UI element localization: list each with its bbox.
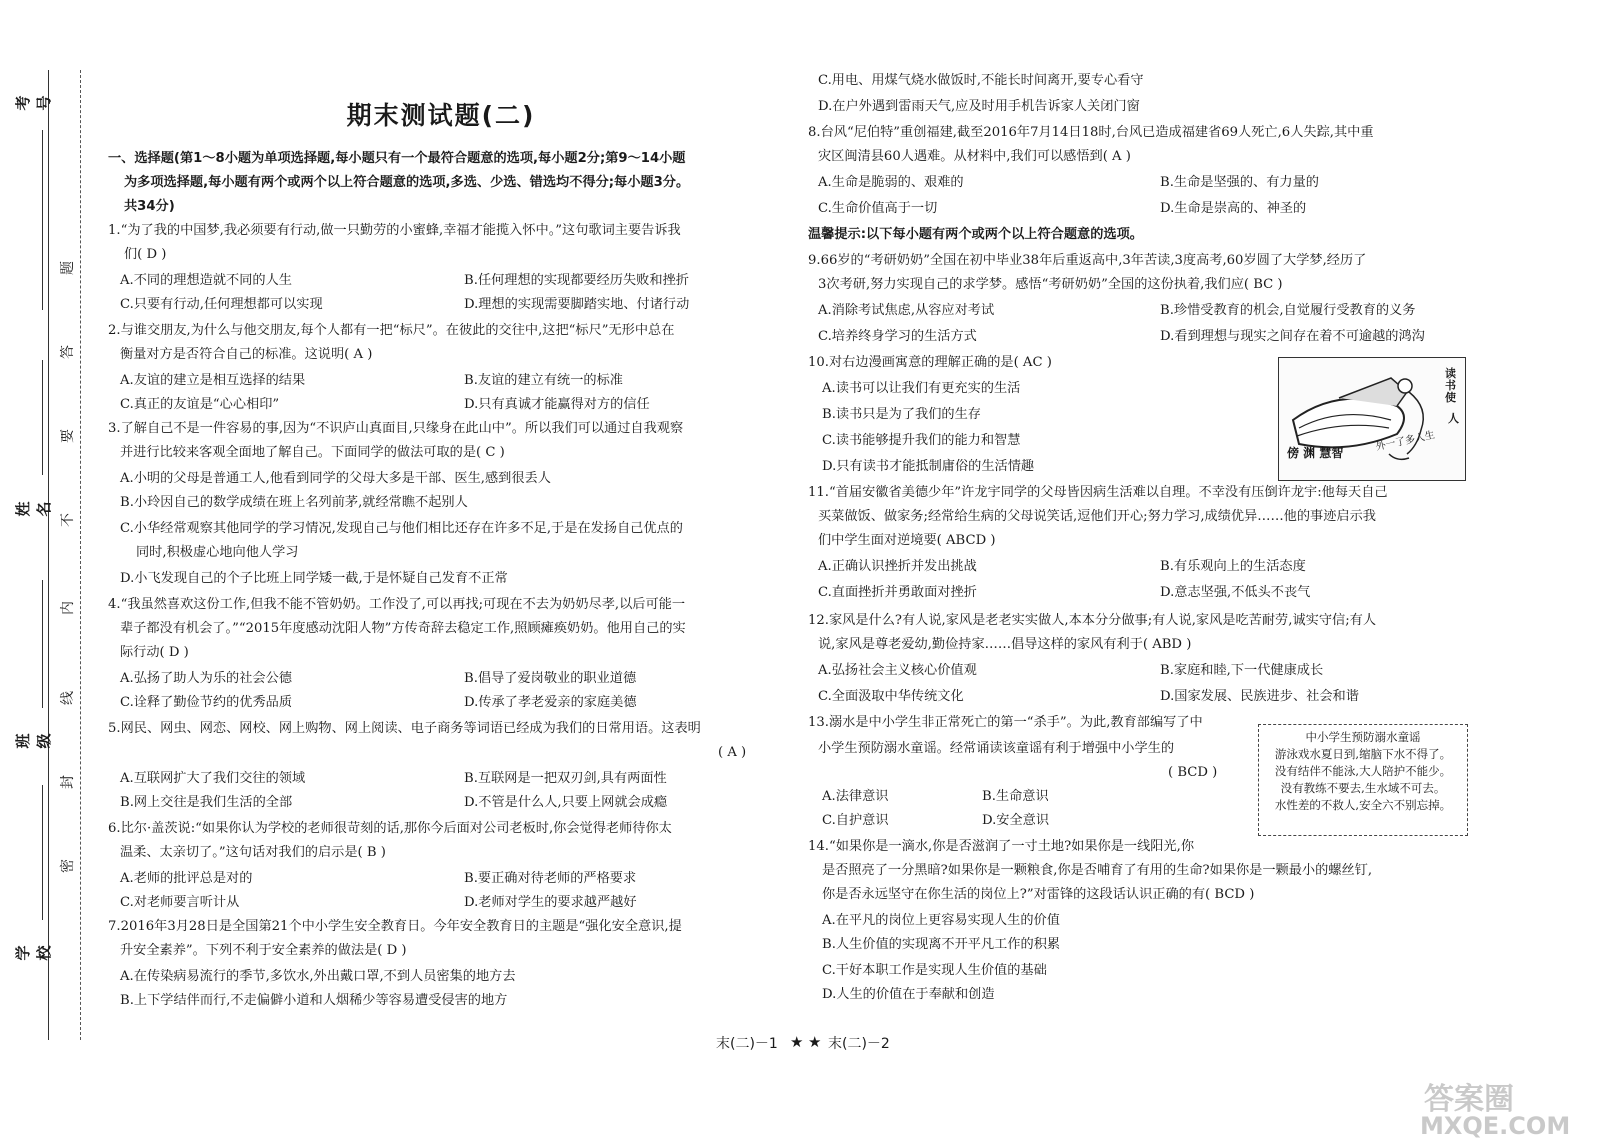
poem-line: 水性差的不救人,安全六不别忘掉。 [1274,798,1452,812]
binding-dashed-line [80,70,81,1040]
question-14: 是否照亮了一分黑暗?如果你是一颗粮食,你是否哺育了有用的生命?如果你是一颗最小的螺丝钉, [822,863,1373,878]
option: D.意志坚强,不低头不丧气 [1160,585,1311,600]
question-1: 1.“为了我的中国梦,我必须要有行动,做一只勤劳的小蜜蜂,幸福才能揽入怀中。”这句歌词主要告诉我 [108,223,681,238]
option: B.人生价值的实现离不开平凡工作的积累 [822,937,1061,952]
question-12: 12.家风是什么?有人说,家风是老老实实做人,本本分分做事;有人说,家风是吃苦耐劳,诚实守信;有人 [808,613,1377,628]
question-13: 小学生预防溺水童谣。经常诵读该童谣有利于增强中小学生的 [818,741,1175,756]
question-7: 升安全素养”。下列不利于安全素养的做法是( D ) [120,943,407,958]
option: D.只有真诚才能赢得对方的信任 [464,397,650,412]
name-field [42,360,43,475]
option: C.对老师要言听计从 [120,895,240,910]
option: C.自护意识 [822,813,889,828]
question-2: 衡量对方是否符合自己的标准。这说明( A ) [120,347,373,362]
question-11: 们中学生面对逆境要( ABCD ) [818,533,996,548]
watermark-url: MXQE.COM [1420,1112,1571,1140]
option: D.理想的实现需要脚踏实地、付诸行动 [464,297,690,312]
option: B.任何理想的实现都要经历失败和挫折 [464,273,689,288]
poem-title: 中小学生预防溺水童谣 [1305,730,1421,744]
page-title: 期末测试题(二) [346,101,536,130]
option: A.小明的父母是普通工人,他看到同学的父母大多是干部、医生,感到很丢人 [120,471,551,486]
option: D.看到理想与现实之间存在着不可逾越的鸿沟 [1160,329,1425,344]
option: C.生命价值高于一切 [818,201,938,216]
label-class: 班级 [14,733,53,749]
cartoon-caption: 外一了多人生 [1374,429,1436,454]
seal-char: 密 [60,859,76,873]
question-6: 6.比尔·盖茨说:“如果你认为学校的老师很苛刻的话,那你今后面对公司老板时,你会觉得老师待你太 [108,821,672,836]
question-13: ( BCD ) [1168,765,1218,780]
exam-number-field [42,130,43,310]
option: A.正确认识挫折并发出挑战 [818,559,977,574]
option: A.互联网扩大了我们交往的领域 [120,771,306,786]
option: D.不管是什么人,只要上网就会成瘾 [464,795,668,810]
label-school: 学校 [14,945,53,961]
question-4: 际行动( D ) [120,645,189,660]
option: A.弘扬社会主义核心价值观 [818,663,977,678]
page-number-right: 末(二)－2 [828,1036,890,1052]
option: C.培养终身学习的生活方式 [818,329,977,344]
question-7: 7.2016年3月28日是全国第21个中小学生安全教育日。今年安全教育日的主题是“强化安全意识,提 [108,919,682,934]
question-8: 8.台风“尼伯特”重创福建,截至2016年7月14日18时,台风已造成福建省69人死亡,6人失踪,其中重 [808,125,1374,140]
option: B.倡导了爱岗敬业的职业道德 [464,671,637,686]
question-6: 温柔、太亲切了。”这句话对我们的启示是( B ) [120,845,386,860]
question-8: 灾区闽清县60人遇难。从材料中,我们可以感悟到( A ) [818,149,1131,164]
option: A.友谊的建立是相互选择的结果 [120,373,306,388]
star-icon: ★ [808,1033,822,1051]
section-header: 一、选择题(第1～8小题为单项选择题,每小题只有一个最符合题意的选项,每小题2分;第9～14小题 [108,151,686,166]
option: C.干好本职工作是实现人生价值的基础 [822,963,1047,978]
cartoon-caption: 人 [1448,412,1459,425]
option: B.上下学结伴而行,不走偏僻小道和人烟稀少等容易遭受侵害的地方 [120,993,508,1008]
question-4: 辈子都没有机会了。”“2015年度感动沈阳人物”方传奇辞去稳定工作,照顾瘫痪奶奶。他用自己的实 [120,621,686,636]
question-11: 买菜做饭、做家务;经常给生病的父母说笑话,逗他们开心;努力学习,成绩优异……他的事迹启示我 [818,509,1376,524]
option: A.在平凡的岗位上更容易实现人生的价值 [822,913,1060,928]
seal-char: 答 [60,345,76,359]
book-figure-icon [1279,358,1465,480]
option: A.不同的理想造就不同的人生 [120,273,292,288]
question-5: 5.网民、网虫、网恋、网校、网上购物、网上阅读、电子商务等词语已经成为我们的日常用语。这表明 [108,721,701,736]
option: D.只有读书才能抵制庸俗的生活情趣 [822,459,1035,474]
option: D.老师对学生的要求越严越好 [464,895,637,910]
poem-line: 没有结伴不能泳,大人陪护不能少。 [1274,764,1452,778]
option: A.消除考试焦虑,从容应对考试 [818,303,995,318]
question-10: 10.对右边漫画寓意的理解正确的是( AC ) [808,355,1052,370]
seal-char: 不 [60,513,76,527]
option: A.法律意识 [822,789,889,804]
seal-char: 封 [60,775,76,789]
poem-box [1258,724,1468,836]
question-3: 并进行比较来客观全面地了解自己。下面同学的做法可取的是( C ) [120,445,505,460]
question-9: 3次考研,努力实现自己的求学梦。感悟“考研奶奶”全国的这份执着,我们应( BC ) [818,277,1283,292]
option: D.人生的价值在于奉献和创造 [822,987,995,1002]
option: A.生命是脆弱的、艰难的 [818,175,964,190]
option: D.传承了孝老爱亲的家庭美德 [464,695,637,710]
option: A.读书可以让我们有更充实的生活 [822,381,1021,396]
option: B.友谊的建立有统一的标准 [464,373,623,388]
class-field [42,580,43,708]
option: A.在传染病易流行的季节,多饮水,外出戴口罩,不到人员密集的地方去 [120,969,516,984]
option: C.真正的友谊是“心心相印” [120,397,280,412]
option: C.诠释了勤俭节约的优秀品质 [120,695,293,710]
option: B.网上交往是我们生活的全部 [120,795,293,810]
section-header: 共34分) [124,199,175,214]
poem-line: 没有教练不要去,生水域不可去。 [1280,781,1446,795]
option: C.只要有行动,任何理想都可以实现 [120,297,323,312]
cartoon-image [1278,357,1466,481]
question-4: 4.“我虽然喜欢这份工作,但我不能不管奶奶。工作没了,可以再找;可现在不去为奶奶尽孝,以后可能一 [108,597,686,612]
option: D.国家发展、民族进步、社会和谐 [1160,689,1359,704]
option: B.有乐观向上的生活态度 [1160,559,1306,574]
option: D.在户外遇到雷雨天气,应及时用手机告诉家人关闭门窗 [818,99,1140,114]
question-1: 们( D ) [124,247,167,262]
binding-solid-line [48,70,49,1040]
question-9: 9.66岁的“考研奶奶”全国在初中毕业38年后重返高中,3年苦读,3度高考,60岁圆了大学梦,经历了 [808,253,1367,268]
option: D.安全意识 [982,813,1050,828]
option: B.要正确对待老师的严格要求 [464,871,637,886]
option: A.弘扬了助人为乐的社会公德 [120,671,292,686]
question-2: 2.与谁交朋友,为什么与他交朋友,每个人都有一把“标尺”。在彼此的交往中,这把“标尺”无形中总在 [108,323,675,338]
seal-char: 内 [60,601,76,615]
star-icon: ★ [790,1033,804,1051]
question-14: 你是否永远坚守在你生活的岗位上?”对雷锋的这段话认识正确的有( BCD ) [822,887,1255,902]
option: C.小华经常观察其他同学的学习情况,发现自己与他们相比还存在许多不足,于是在发扬自己优点的 [120,521,683,536]
option: B.互联网是一把双刃剑,具有两面性 [464,771,667,786]
option: B.珍惜受教育的机会,自觉履行受教育的义务 [1160,303,1416,318]
school-field [42,785,43,920]
page-number-left: 末(二)－1 [716,1036,778,1052]
cartoon-caption: 傍 渊 慧智 [1287,446,1344,460]
option: B.生命意识 [982,789,1049,804]
label-exam-number: 考号 [14,95,53,111]
option: B.家庭和睦,下一代健康成长 [1160,663,1324,678]
cartoon-caption: 读书使 [1445,367,1456,404]
option: 同时,积极虚心地向他人学习 [136,545,299,560]
option: A.老师的批评总是对的 [120,871,253,886]
poem-line: 游泳戏水夏日到,缩脑下水不得了。 [1274,747,1452,761]
section-header: 为多项选择题,每小题有两个或两个以上符合题意的选项,多选、少选、错选均不得分;每小题3分。 [124,175,690,190]
question-5: ( A ) [718,745,747,760]
question-14: 14.“如果你是一滴水,你是否滋润了一寸土地?如果你是一线阳光,你 [808,839,1195,854]
tip-text: 温馨提示:以下每小题有两个或两个以上符合题意的选项。 [808,227,1143,242]
question-3: 3.了解自己不是一件容易的事,因为“不识庐山真面目,只缘身在此山中”。所以我们可以通过自我观察 [108,421,684,436]
option: B.生命是坚强的、有力量的 [1160,175,1319,190]
option: C.用电、用煤气烧水做饭时,不能长时间离开,要专心看守 [818,73,1144,88]
question-12: 说,家风是尊老爱幼,勤俭持家……倡导这样的家风有利于( ABD ) [818,637,1192,652]
seal-char: 线 [60,691,76,705]
option: D.生命是崇高的、神圣的 [1160,201,1307,216]
option: C.直面挫折并勇敢面对挫折 [818,585,977,600]
option: B.读书只是为了我们的生存 [822,407,981,422]
binding-margin [0,60,90,1060]
question-11: 11.“首届安徽省美德少年”许龙宇同学的父母皆因病生活难以自理。不幸没有压倒许龙宇:他每天自己 [808,485,1388,500]
option: B.小玲因自己的数学成绩在班上名列前茅,就经常瞧不起别人 [120,495,468,510]
option: C.读书能够提升我们的能力和智慧 [822,433,1021,448]
seal-char: 题 [60,261,76,275]
seal-char: 要 [60,429,76,443]
option: C.全面汲取中华传统文化 [818,689,964,704]
label-name: 姓名 [14,501,53,517]
watermark-logo: 答案圈 [1424,1082,1514,1117]
option: D.小飞发现自己的个子比班上同学矮一截,于是怀疑自己发育不正常 [120,571,508,586]
question-13: 13.溺水是中小学生非正常死亡的第一“杀手”。为此,教育部编写了中 [808,715,1203,730]
